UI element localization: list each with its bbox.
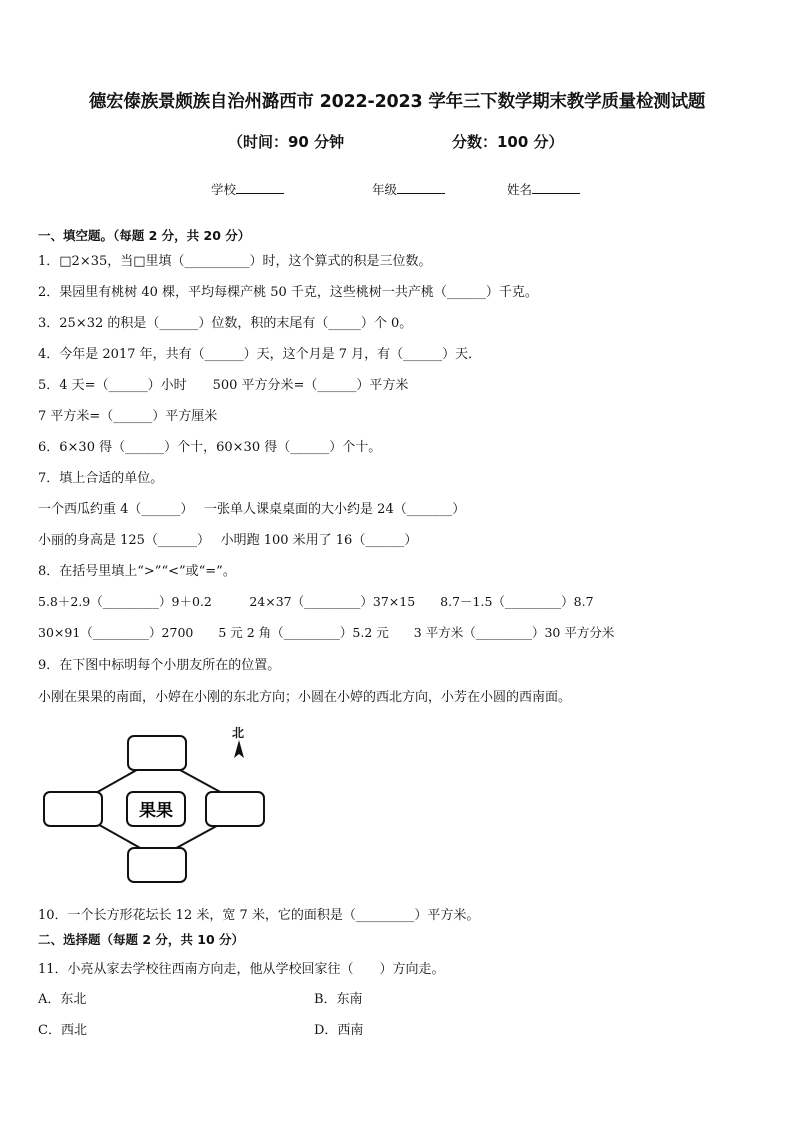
- question-line: 6．6×30 得（______）个十，60×30 得（______）个十。: [38, 440, 382, 455]
- section-heading-fill-in: 一、填空题。（每题 2 分，共 20 分）: [38, 228, 251, 243]
- question-line: 3．25×32 的积是（______）位数，积的末尾有（_____）个 0。: [38, 316, 413, 331]
- option-d[interactable]: D．西南: [314, 1023, 364, 1038]
- page-title: 德宏傣族景颇族自治州潞西市 2022-2023 学年三下数学期末教学质量检测试题: [88, 92, 706, 112]
- question-line: 7．填上合适的单位。: [38, 471, 164, 486]
- school-label: 学校: [211, 182, 237, 197]
- north-arrow-icon: [233, 740, 245, 760]
- question-line: 小丽的身高是 125（______） 小明跑 100 米用了 16（______）: [38, 533, 418, 548]
- box-north: [128, 736, 186, 770]
- center-label: 果果: [139, 801, 173, 821]
- question-line: 5．4 天=（______）小时 500 平方分米=（______）平方米: [38, 378, 409, 393]
- option-a[interactable]: A．东北: [38, 992, 87, 1007]
- exam-time: （时间：90 分钟: [228, 133, 345, 151]
- question-line: 2．果园里有桃树 40 棵，平均每棵产桃 50 千克，这些桃树一共产桃（______）千克。: [38, 285, 538, 300]
- question-line: 小刚在果果的南面，小婷在小刚的东北方向；小圆在小婷的西北方向，小芳在小圆的西南面。: [38, 690, 572, 705]
- school-field[interactable]: [211, 180, 284, 198]
- question-line: 1．□2×35，当□里填（__________）时，这个算式的积是三位数。: [38, 254, 432, 269]
- box-west: [44, 792, 102, 826]
- question-line: 7 平方米=（______）平方厘米: [38, 409, 218, 424]
- question-11: 11．小亮从家去学校往西南方向走，他从学校回家往（ ）方向走。: [38, 962, 445, 977]
- north-label: 北: [232, 726, 245, 740]
- question-line: 4．今年是 2017 年，共有（______）天，这个月是 7 月，有（______）天．: [38, 347, 482, 362]
- option-b[interactable]: B．东南: [314, 992, 363, 1007]
- school-blank[interactable]: [236, 182, 284, 194]
- option-c[interactable]: C．西北: [38, 1023, 87, 1038]
- box-south: [128, 848, 186, 882]
- box-east: [206, 792, 264, 826]
- question-line: 30×91（_________）2700 5 元 2 角（_________）5.2 元 3 平方米（_________）30 平方分米: [38, 625, 615, 640]
- question-line: 10．一个长方形花坛长 12 米，宽 7 米，它的面积是（_________）平方米。: [38, 908, 480, 923]
- exam-score: 分数：100 分）: [452, 133, 564, 151]
- grade-blank[interactable]: [397, 182, 445, 194]
- grade-label: 年级: [372, 182, 398, 197]
- section-heading-choice: 二、选择题（每题 2 分，共 10 分）: [38, 932, 245, 947]
- question-line: 一个西瓜约重 4（______） 一张单人课桌桌面的大小约是 24（_______）: [38, 502, 466, 517]
- name-blank[interactable]: [532, 182, 580, 194]
- name-field[interactable]: [507, 180, 580, 198]
- name-label: 姓名: [507, 182, 533, 197]
- question-line: 9．在下图中标明每个小朋友所在的位置。: [38, 658, 281, 673]
- question-line: 8．在括号里填上“>”“<”或“=”。: [38, 564, 236, 579]
- question-line: 5.8＋2.9（_________）9＋0.2 24×37（_________）37×15 8.7－1.5（_________）8.7: [38, 594, 594, 609]
- grade-field[interactable]: [372, 180, 445, 198]
